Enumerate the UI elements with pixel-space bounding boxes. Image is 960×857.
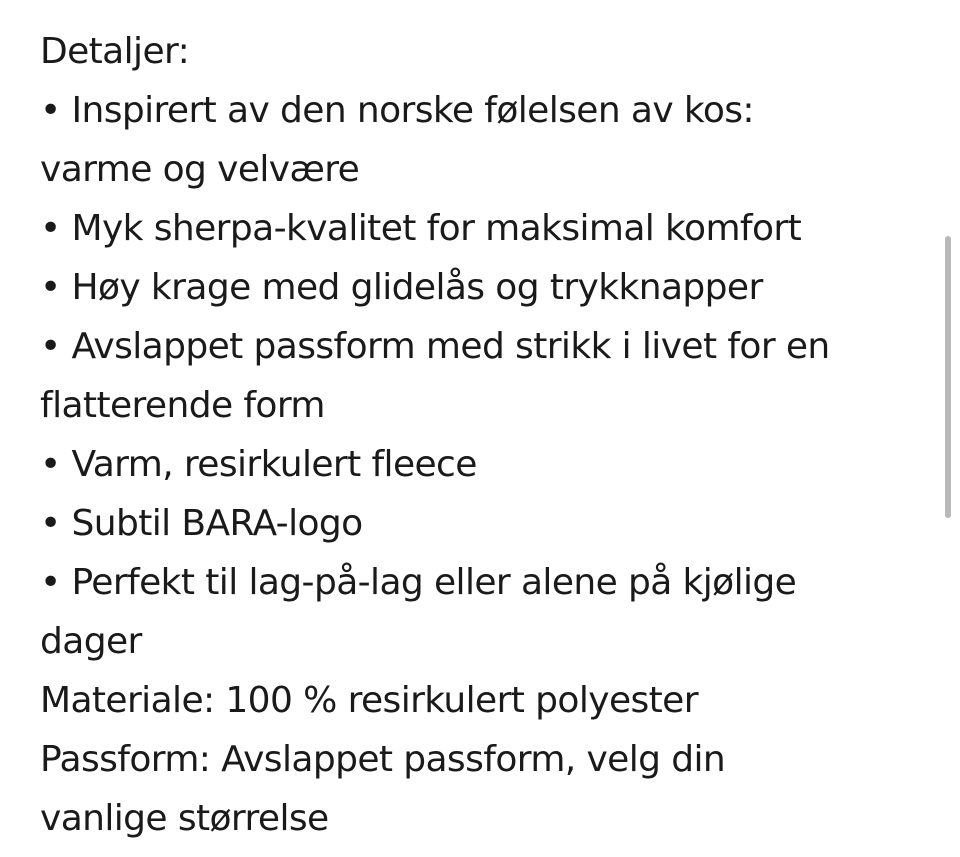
detail-line: • Myk sherpa-kvalitet for maksimal komfort — [40, 208, 802, 249]
product-description — [40, 22, 920, 848]
vertical-scrollbar[interactable] — [945, 236, 951, 518]
detail-line: • Høy krage med glidelås og trykknapper — [40, 267, 763, 308]
detail-line: flatterende form — [40, 385, 325, 426]
details-heading: Detaljer: — [40, 31, 190, 72]
fit-line: Passform: Avslappet passform, velg din — [40, 739, 726, 780]
material-text: Materiale: 100 % resirkulert polyester — [40, 680, 698, 721]
detail-line: • Avslappet passform med strikk i livet for en — [40, 326, 830, 367]
detail-line: varme og velvære — [40, 149, 360, 190]
detail-line: • Inspirert av den norske følelsen av kos: — [40, 90, 754, 131]
detail-line: • Varm, resirkulert fleece — [40, 444, 477, 485]
detail-line: • Perfekt til lag-på-lag eller alene på kjølige — [40, 562, 797, 603]
detail-line: • Subtil BARA-logo — [40, 503, 363, 544]
fit-line: vanlige størrelse — [40, 798, 329, 839]
detail-line: dager — [40, 621, 142, 662]
